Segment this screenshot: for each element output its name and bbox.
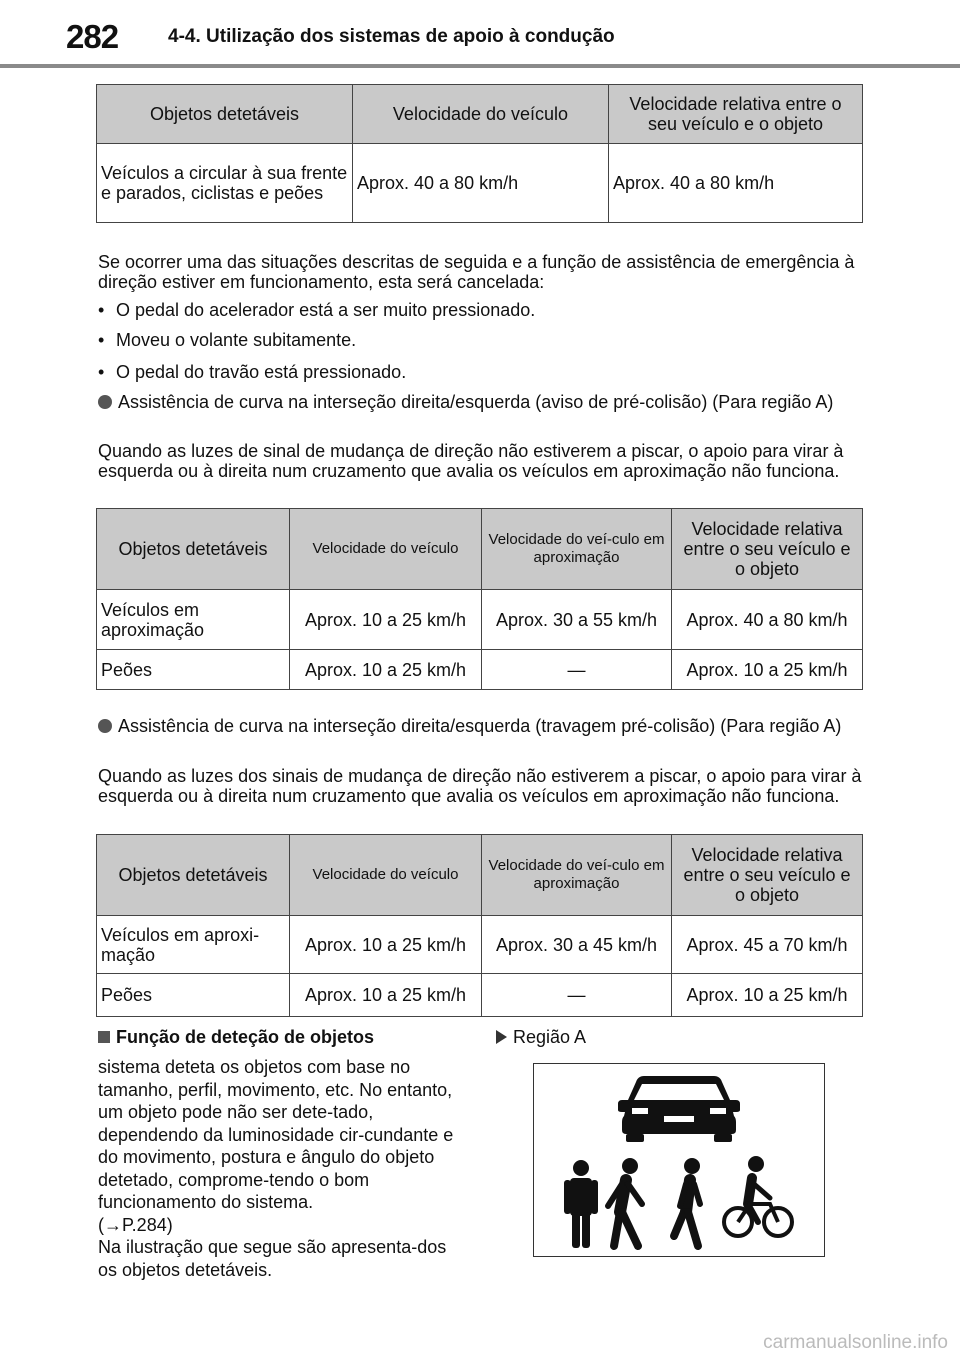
table-cell: Aprox. 10 a 25 km/h	[290, 650, 482, 690]
table-header-row	[97, 509, 863, 590]
section-a-text: Quando as luzes de sinal de mudança de direção não estiverem a piscar, o apoio para virar à esquerda ou à direita num cruzamento que avalia os veículos em aproximação não funciona.	[98, 441, 844, 481]
footer-watermark: carmanualsonline.info	[763, 1332, 948, 1353]
table-cell: Aprox. 10 a 25 km/h	[672, 650, 863, 690]
cyclist-icon	[724, 1156, 792, 1236]
circle-bullet-icon	[98, 395, 112, 409]
table-cell: Veículos em aproximação	[97, 590, 290, 650]
table-header-cell: Objetos detetáveis	[97, 85, 353, 144]
page-number: 282	[66, 18, 119, 55]
table-header-cell: Velocidade relativa entre o seu veículo e o objeto	[672, 835, 863, 916]
table-cell: Aprox. 10 a 25 km/h	[290, 974, 482, 1017]
table-header-cell: Velocidade do veículo	[353, 85, 609, 144]
cancel-conditions-paragraph: Se ocorrer uma das situações descritas de seguida e a função de assistência de emergência à direção estiver em funcionamento, esta será cancelada:	[98, 252, 855, 292]
page-reference-link[interactable]: P.284	[122, 1214, 167, 1235]
circle-bullet-icon	[98, 719, 112, 733]
table-cell: Aprox. 10 a 25 km/h	[290, 916, 482, 974]
table-header-cell: Velocidade relativa entre o seu veículo e o objeto	[609, 85, 863, 144]
car-icon	[618, 1076, 740, 1142]
table-cell: Aprox. 40 a 80 km/h	[353, 144, 609, 223]
table-header-cell: Objetos detetáveis	[97, 835, 290, 916]
table-cell: —	[482, 974, 672, 1017]
table-cell: Veículos em aproxi-mação	[97, 916, 290, 974]
table-row	[97, 144, 863, 223]
table-cell: —	[482, 650, 672, 690]
table-header-cell: Objetos detetáveis	[97, 509, 290, 590]
section-title: 4-4. Utilização dos sistemas de apoio à condução	[168, 26, 615, 47]
table-cell: Aprox. 40 a 80 km/h	[609, 144, 863, 223]
section-b-text: Quando as luzes dos sinais de mudança de direção não estiverem a piscar, o apoio para virar à esquerda ou à direita num cruzamento que avalia os veículos em aproximação não funciona.	[98, 766, 862, 806]
bullet-item: • O pedal do acelerador está a ser muito pressionado.	[98, 300, 536, 320]
detectable-objects-illustration	[533, 1063, 825, 1257]
table-cell: Aprox. 10 a 25 km/h	[672, 974, 863, 1017]
table-cell: Aprox. 30 a 45 km/h	[482, 916, 672, 974]
region-label: Região A	[496, 1027, 796, 1047]
table-cell: Veículos a circular à sua frente e parados, ciclistas e peões	[97, 144, 353, 223]
bullet-item: • O pedal do travão está pressionado.	[98, 362, 407, 382]
detectable-objects-table-1	[96, 84, 863, 223]
header-rule	[0, 64, 960, 68]
table-cell: Aprox. 40 a 80 km/h	[672, 590, 863, 650]
object-detection-title: Função de deteção de objetos	[98, 1027, 488, 1047]
table-header-cell: Velocidade do veículo	[290, 509, 482, 590]
table-cell: Aprox. 45 a 70 km/h	[672, 916, 863, 974]
table-row	[97, 974, 863, 1017]
table-header-cell: Velocidade relativa entre o seu veículo e o objeto	[672, 509, 863, 590]
square-bullet-icon	[98, 1031, 110, 1043]
section-a-title: Assistência de curva na interseção direita/esquerda (aviso de pré-colisão) (Para região A)	[118, 392, 834, 412]
detectable-objects-table-2	[96, 508, 863, 690]
pedestrian-walking-icon	[608, 1158, 642, 1246]
table-cell: Aprox. 30 a 55 km/h	[482, 590, 672, 650]
table-header-row	[97, 835, 863, 916]
table-header-row	[97, 85, 863, 144]
table-cell: Peões	[97, 650, 290, 690]
triangle-bullet-icon	[496, 1030, 507, 1044]
detectable-objects-table-3	[96, 834, 863, 1017]
pedestrian-walking-icon	[674, 1158, 700, 1246]
table-cell: Peões	[97, 974, 290, 1017]
table-header-cell: Velocidade do veí-culo em aproximação	[482, 835, 672, 916]
pedestrian-standing-icon	[564, 1160, 598, 1248]
table-row	[97, 916, 863, 974]
table-cell: Aprox. 10 a 25 km/h	[290, 590, 482, 650]
object-detection-text: sistema deteta os objetos com base no tamanho, perfil, movimento, etc. No entanto, um objeto pode não ser dete-tado, dependendo da luminosidade cir-cundante e do movimento, postura e ângulo do objeto detetado, comprome-tendo o bom funcionamento do sistema. (→P.284) Na ilustração que segue são apresenta-dos os objetos detetáveis.	[98, 1057, 454, 1280]
page-header	[0, 0, 960, 64]
table-row	[97, 590, 863, 650]
table-row	[97, 650, 863, 690]
table-header-cell: Velocidade do veí-culo em aproximação	[482, 509, 672, 590]
section-b-title: Assistência de curva na interseção direita/esquerda (travagem pré-colisão) (Para região A)	[118, 716, 842, 736]
table-header-cell: Velocidade do veículo	[290, 835, 482, 916]
bullet-item: • Moveu o volante subitamente.	[98, 330, 357, 350]
